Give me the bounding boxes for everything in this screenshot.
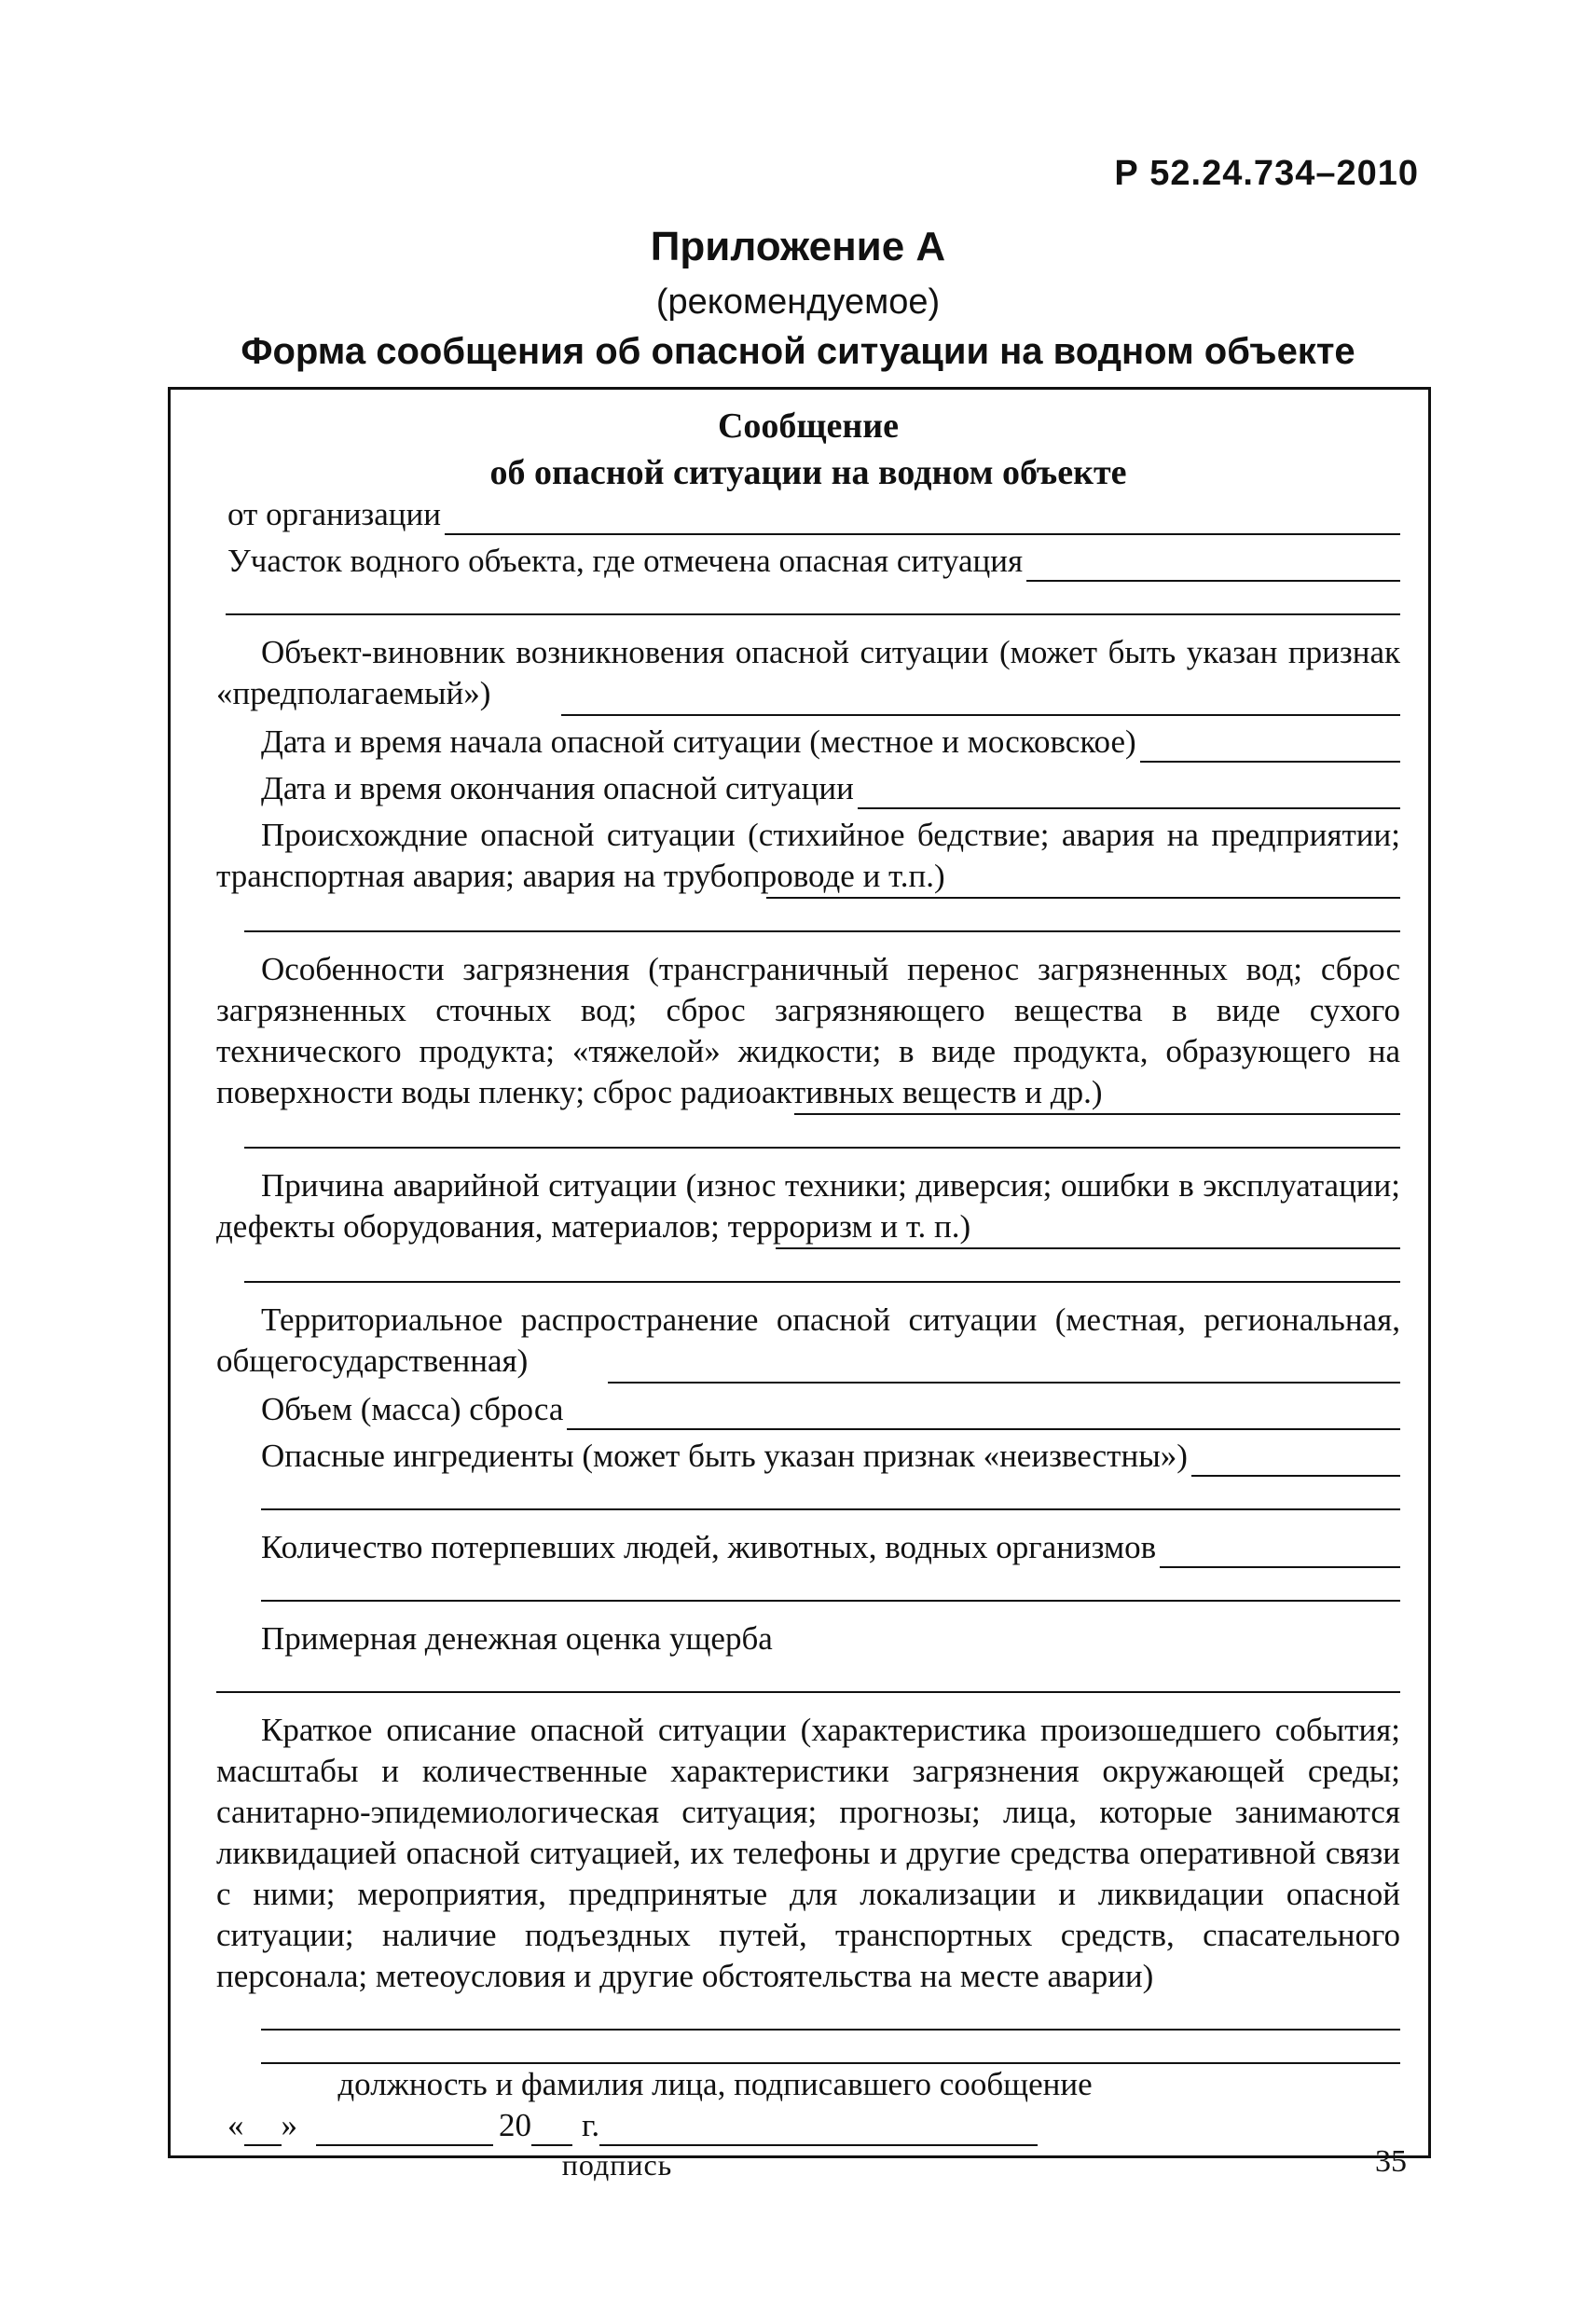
signer-role-caption: должность и фамилия лица, подписавшего сообщение [337,2066,1093,2102]
date-row [216,2105,1400,2146]
message-title-line2: об опасной ситуации на водном объекте [489,453,1127,492]
ingredients-label: Опасные ингредиенты (может быть указан признак «неизвестны») [261,1438,1188,1474]
description-label: Краткое описание опасной ситуации (характеристика произошедшего события; масштабы и количественные характеристики загрязнения окружающей среды; санитарно-эпидемиологическая ситуация; прогнозы; лица, которые занимаются ликвидацией опасной ситуацией, их телефоны и другие средства оперативной связи с ними; мероприятия, предпринятые для локализации и ликвидации опасной ситуации; наличие подъездных путей, транспортных средств, спасательного персонала; метеоусловия и другие обстоятельства на месте аварии) [216,1712,1400,1994]
page-number: 35 [1375,2144,1407,2179]
start-time-label: Дата и время начала опасной ситуации (местное и московское) [261,723,1136,760]
signature-caption: подпись [561,2148,673,2182]
appendix-status: (рекомендуемое) [655,282,941,322]
from-org-row [216,494,1400,535]
ingredients-row [216,1436,1400,1477]
victims-row [216,1527,1400,1568]
from-org-label: от организации [227,496,441,532]
site-row [216,541,1400,582]
signature-field[interactable] [599,2114,1038,2146]
damage-row [216,1618,1400,1659]
ingredients-field[interactable] [1191,1447,1400,1477]
day-field[interactable] [244,2114,282,2146]
document-code: Р 52.24.734–2010 [1114,154,1419,193]
damage-field[interactable] [216,1659,1400,1693]
origin-field-extra[interactable] [244,899,1400,932]
form-body [216,401,1400,2183]
start-time-row [216,722,1400,763]
end-time-row [216,768,1400,809]
victims-field[interactable] [1160,1538,1400,1568]
spread-label: Территориальное распространение опасной ситуации (местная, региональная, общегосударственная) [216,1301,1400,1379]
pollution-label: Особенности загрязнения (трансграничный перенос загрязненных вод; сброс загрязненных сточных вод; сброс загрязняющего вещества в виде сухого технического продукта; «тяжелой» жидкости; в виде продукта, образующего на поверхности воды пленку; сброс радиоактивных веществ и др.) [216,951,1400,1110]
cause-label: Причина аварийной ситуации (износ техники; диверсия; ошибки в эксплуатации; дефекты оборудования, материалов; терроризм и т. п.) [216,1167,1400,1245]
cause-field-extra[interactable] [244,1249,1400,1283]
date-open-quote: « [227,2107,244,2143]
volume-row [216,1389,1400,1430]
volume-field[interactable] [567,1400,1400,1430]
damage-label: Примерная денежная оценка ущерба [261,1620,773,1657]
site-label: Участок водного объекта, где отмечена опасная ситуация [227,543,1024,579]
year-prefix: 20 [499,2107,531,2143]
pollution-field-extra[interactable] [244,1115,1400,1149]
year-suffix: г. [582,2107,600,2143]
origin-label: Происхождние опасной ситуации (стихийное бедствие; авария на предприятии; транспортная авария; авария на трубопроводе и т.п.) [216,817,1400,894]
site-field-extra[interactable] [226,582,1400,615]
date-close-quote: » [281,2107,297,2143]
year-field[interactable] [531,2114,572,2146]
culprit-field[interactable] [561,682,1400,716]
description-field-2[interactable] [261,2031,1400,2064]
month-field[interactable] [316,2114,493,2146]
site-field[interactable] [1026,552,1400,582]
appendix-title: Приложение А [650,224,946,269]
victims-field-extra[interactable] [261,1568,1400,1602]
culprit-label: Объект-виновник возникновения опасной ситуации (может быть указан признак «предполагаемый») [216,634,1400,711]
description-field-1[interactable] [261,1997,1400,2031]
end-time-label: Дата и время окончания опасной ситуации [261,770,854,806]
start-time-field[interactable] [1140,733,1400,763]
form-title: Форма сообщения об опасной ситуации на водном объекте [241,331,1355,372]
message-title-line1: Сообщение [717,406,900,446]
end-time-field[interactable] [858,779,1400,809]
spread-field[interactable] [608,1350,1400,1384]
ingredients-field-extra[interactable] [261,1477,1400,1510]
from-org-field[interactable] [445,505,1400,535]
volume-label: Объем (масса) сброса [261,1391,564,1427]
victims-label: Количество потерпевших людей, животных, водных организмов [261,1529,1157,1565]
